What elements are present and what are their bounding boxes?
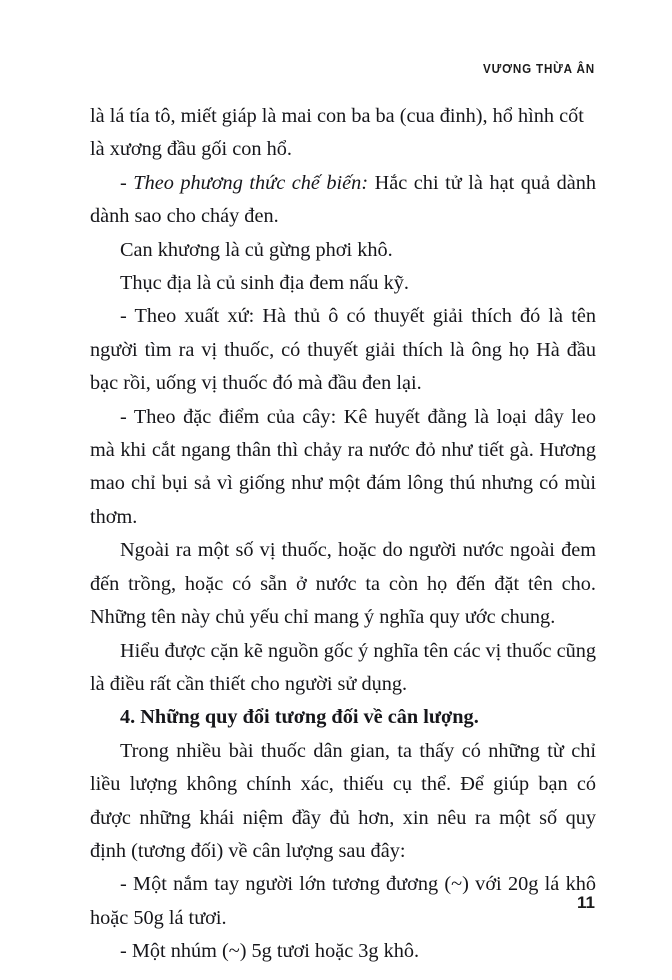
paragraph: Thục địa là củ sinh địa đem nấu kỹ. xyxy=(120,272,409,295)
paragraph: - Một nhúm (~) 5g tươi hoặc 3g khô. xyxy=(120,940,420,963)
paragraph xyxy=(90,167,596,234)
paragraph: - Một nắm tay người lớn tương đương (~) với 20g lá khô hoặc 50g lá tươi. xyxy=(90,873,596,929)
paragraph: Can khương là củ gừng phơi khô. xyxy=(120,238,393,261)
section-heading: 4. Những quy đổi tương đối về cân lượng. xyxy=(120,706,479,729)
running-head: VƯƠNG THỪA ÂN xyxy=(483,62,595,76)
page-number: 11 xyxy=(577,893,595,912)
paragraph-text: Hắc chi tử là hạt quả dành dành sao cho cháy đen. xyxy=(90,171,596,228)
body-text-column xyxy=(90,100,596,969)
paragraph: - Theo xuất xứ: Hà thủ ô có thuyết giải thích đó là tên người tìm ra vị thuốc, có thuyết giải thích là ông họ Hà đầu bạc rồi, uống vị thuốc đó mà đầu đen lại. xyxy=(90,305,596,395)
paragraph: - Theo đặc điểm của cây: Kê huyết đằng là loại dây leo mà khi cắt ngang thân thì chảy ra nước đỏ như tiết gà. Hương mao chỉ bụi sả vì giống như một đám lông thú nhưng có mùi thơm. xyxy=(90,405,596,528)
paragraph-italic-lead: - Theo phương thức chế biến: xyxy=(120,171,369,194)
paragraph: là lá tía tô, miết giáp là mai con ba ba (cua đinh), hổ hình cốt là xương đầu gối con hổ. xyxy=(90,105,584,161)
paragraph: Hiểu được cặn kẽ nguồn gốc ý nghĩa tên các vị thuốc cũng là điều rất cần thiết cho người sử dụng. xyxy=(90,639,596,695)
paragraph: Trong nhiều bài thuốc dân gian, ta thấy có những từ chỉ liều lượng không chính xác, thiếu cụ thể. Để giúp bạn có được những khái niệm đầy đủ hơn, xin nêu ra một số quy định (tương đối) về cân lượng sau đây: xyxy=(90,739,596,862)
paragraph: Ngoài ra một số vị thuốc, hoặc do người nước ngoài đem đến trồng, hoặc có sẵn ở nước ta còn họ đến đặt tên cho. Những tên này chủ yếu chỉ mang ý nghĩa quy ước chung. xyxy=(90,539,596,629)
